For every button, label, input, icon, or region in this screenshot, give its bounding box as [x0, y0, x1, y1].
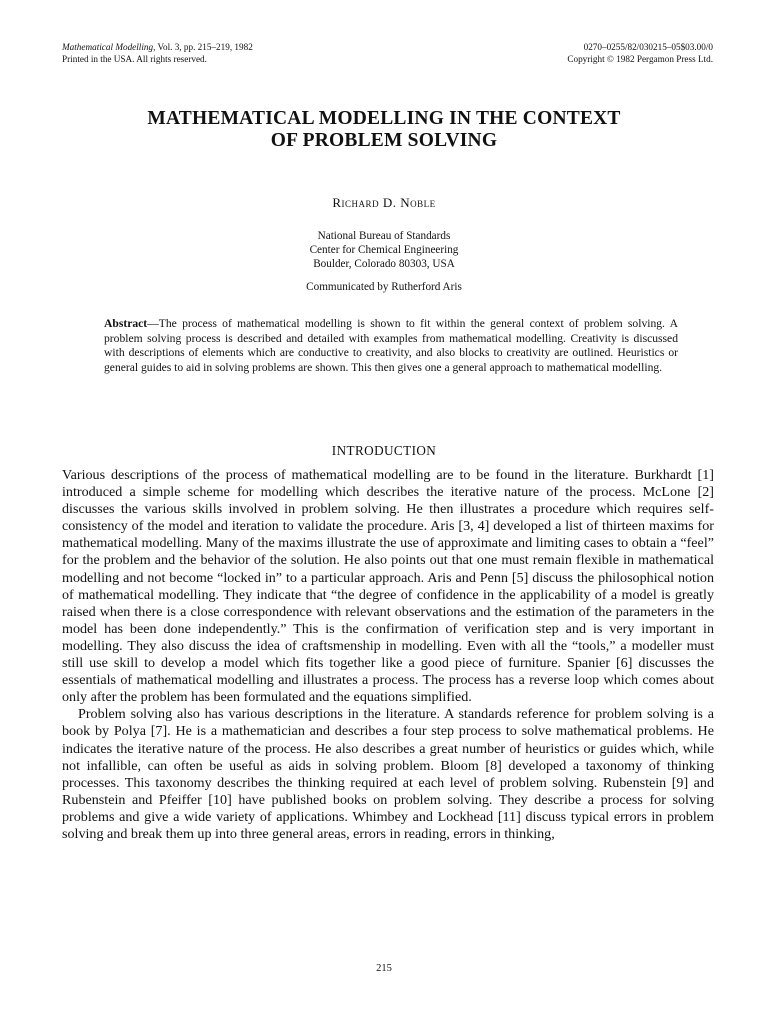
body-text: [62, 467, 714, 843]
article-title: [60, 108, 708, 152]
affiliation-line-3: Boulder, Colorado 80303, USA: [313, 258, 455, 270]
paragraph-2: Problem solving also has various descriptions in the literature. A standards reference for problem solving is a book by Polya [7]. He is a mathematician and describes a four step process to solve mathematical problems. He indicates the iterative nature of the process. He also describes a great number of heuristics or guides which, while not infallible, can often be useful as aids in solving problem. Bloom [8] developed a taxonomy of thinking processes. This taxonomy describes the thinking required at each level of problem solving. Rubenstein [9] and Rubenstein and Pfeiffer [10] have published books on problem solving. They describe a process for solving problems and give a wide variety of applications. Whimbey and Lockhead [11] discuss typical errors in problem solving and break them up into three general areas, errors in reading, errors in thinking,: [62, 706, 714, 842]
page-number: 215: [376, 963, 392, 974]
copyright-block: [567, 41, 713, 65]
author-name: [60, 195, 708, 211]
journal-name: Mathematical Modelling: [62, 42, 154, 52]
abstract: [104, 317, 678, 375]
section-heading: INTRODUCTION: [331, 443, 437, 458]
affiliation-line-2: Center for Chemical Engineering: [309, 244, 459, 256]
article-code: 0270–0255/82/030215–05$03.00/0: [583, 42, 713, 52]
journal-citation: [62, 41, 253, 65]
abstract-label: Abstract: [104, 317, 148, 330]
communicated-by: Communicated by Rutherford Aris: [306, 281, 462, 293]
author-name-text: Richard D. Noble: [332, 195, 436, 210]
paragraph-1: Various descriptions of the process of mathematical modelling are to be found in the literature. Burkhardt [1] introduced a simple scheme for modelling which describes the iterative nature of the process. McLone [2] discusses the various skills involved in problem solving. He then illustrates a procedure which requires self-consistency of the model and iteration to validate the procedure. Aris [3, 4] developed a list of thirteen maxims for mathematical modelling. Many of the maxims illustrate the use of approximate and limiting cases to obtain a “feel” for the problem and the behavior of the solution. He also points out that one must remain flexible in mathematical modelling and not become “locked in” to a particular approach. Aris and Penn [5] discuss the philosophical notion of mathematical modelling. They indicate that “the degree of confidence in the applicability of a model is greatly raised when there is a close correspondence with relevant observations and the estimation of the parameters in the model has been done independently.” This is the confirmation of verification step and is very important in modelling. They also discuss the idea of craftsmenship in modelling. Even with all the “tools,” a modeller must still use skill to develop a model which fits together like a good piece of furniture. Spanier [6] discusses the essentials of mathematical modelling and illustrates a process. The process has a reverse loop which comes about only after the problem has been formulated and the equations simplified.: [62, 467, 714, 706]
abstract-text: —The process of mathematical modelling is shown to fit within the general context of problem solving. A problem solving process is described and detailed with examples from mathematical modelling. Creativity is discussed with descriptions of elements which are conductive to creativity, and also blocks to creativity are outlined. Heuristics or general guides to aid in solving problems are shown. This then gives one a general approach to mathematical modelling.: [104, 317, 678, 374]
author-affiliation: [60, 229, 708, 271]
copyright-notice: Copyright © 1982 Pergamon Press Ltd.: [567, 54, 713, 64]
title-line-2: OF PROBLEM SOLVING: [270, 130, 498, 151]
journal-volume: , Vol. 3, pp. 215–219, 1982: [153, 42, 253, 52]
title-line-1: MATHEMATICAL MODELLING IN THE CONTEXT: [147, 108, 621, 129]
affiliation-line-1: National Bureau of Standards: [317, 230, 451, 242]
printed-notice: Printed in the USA. All rights reserved.: [62, 54, 207, 64]
